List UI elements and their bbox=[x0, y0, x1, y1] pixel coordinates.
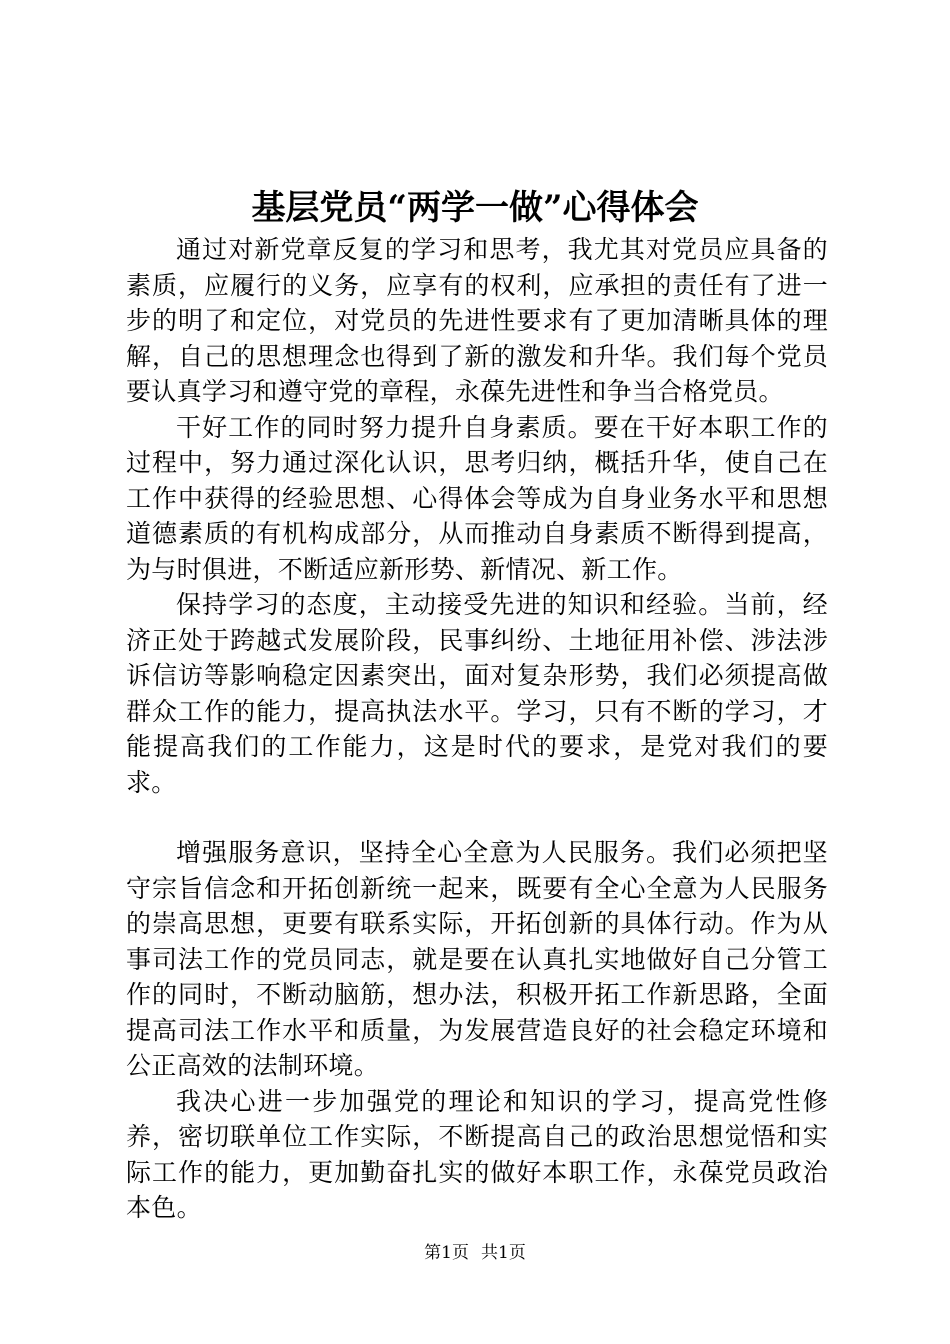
paragraph-3: 保持学习的态度，主动接受先进的知识和经验。当前，经济正处于跨越式发展阶段，民事纠纷、土地征用补偿、涉法涉诉信访等影响稳定因素突出，面对复杂形势，我们必须提高做群众工作的能力，提高执法水平。学习，只有不断的学习，才能提高我们的工作能力，这是时代的要求，是党对我们的要求。 bbox=[126, 590, 828, 797]
paragraph-4: 增强服务意识，坚持全心全意为人民服务。我们必须把坚守宗旨信念和开拓创新统一起来，既要有全心全意为人民服务的崇高思想，更要有联系实际，开拓创新的具体行动。作为从事司法工作的党员同志，就是要在认真扎实地做好自己分管工作的同时，不断动脑筋，想办法，积极开拓工作新思路，全面提高司法工作水平和质量，为发展营造良好的社会稳定环境和公正高效的法制环境。 bbox=[126, 838, 828, 1080]
page-number: 第1页 bbox=[424, 1243, 469, 1263]
document-body bbox=[126, 232, 828, 1226]
paragraph-1: 通过对新党章反复的学习和思考，我尤其对党员应具备的素质，应履行的义务，应享有的权利，应承担的责任有了进一步的明了和定位，对党员的先进性要求有了更加清晰具体的理解，自己的思想理念也得到了新的激发和升华。我们每个党员要认真学习和遵守党的章程，永葆先进性和争当合格党员。 bbox=[126, 235, 828, 406]
document-title: 基层党员“两学一做”心得体会 bbox=[251, 188, 699, 228]
paragraph-spacer bbox=[126, 800, 828, 835]
paragraph-2: 干好工作的同时努力提升自身素质。要在干好本职工作的过程中，努力通过深化认识，思考归纳，概括升华，使自己在工作中获得的经验思想、心得体会等成为自身业务水平和思想道德素质的有机构成部分，从而推动自身素质不断得到提高，为与时俱进，不断适应新形势、新情况、新工作。 bbox=[126, 412, 828, 584]
page-footer bbox=[0, 1241, 950, 1265]
paragraph-5: 我决心进一步加强党的理论和知识的学习，提高党性修养，密切联单位工作实际，不断提高自己的政治思想觉悟和实际工作的能力，更加勤奋扎实的做好本职工作，永葆党员政治本色。 bbox=[126, 1086, 828, 1222]
page-count: 共1页 bbox=[481, 1243, 526, 1263]
